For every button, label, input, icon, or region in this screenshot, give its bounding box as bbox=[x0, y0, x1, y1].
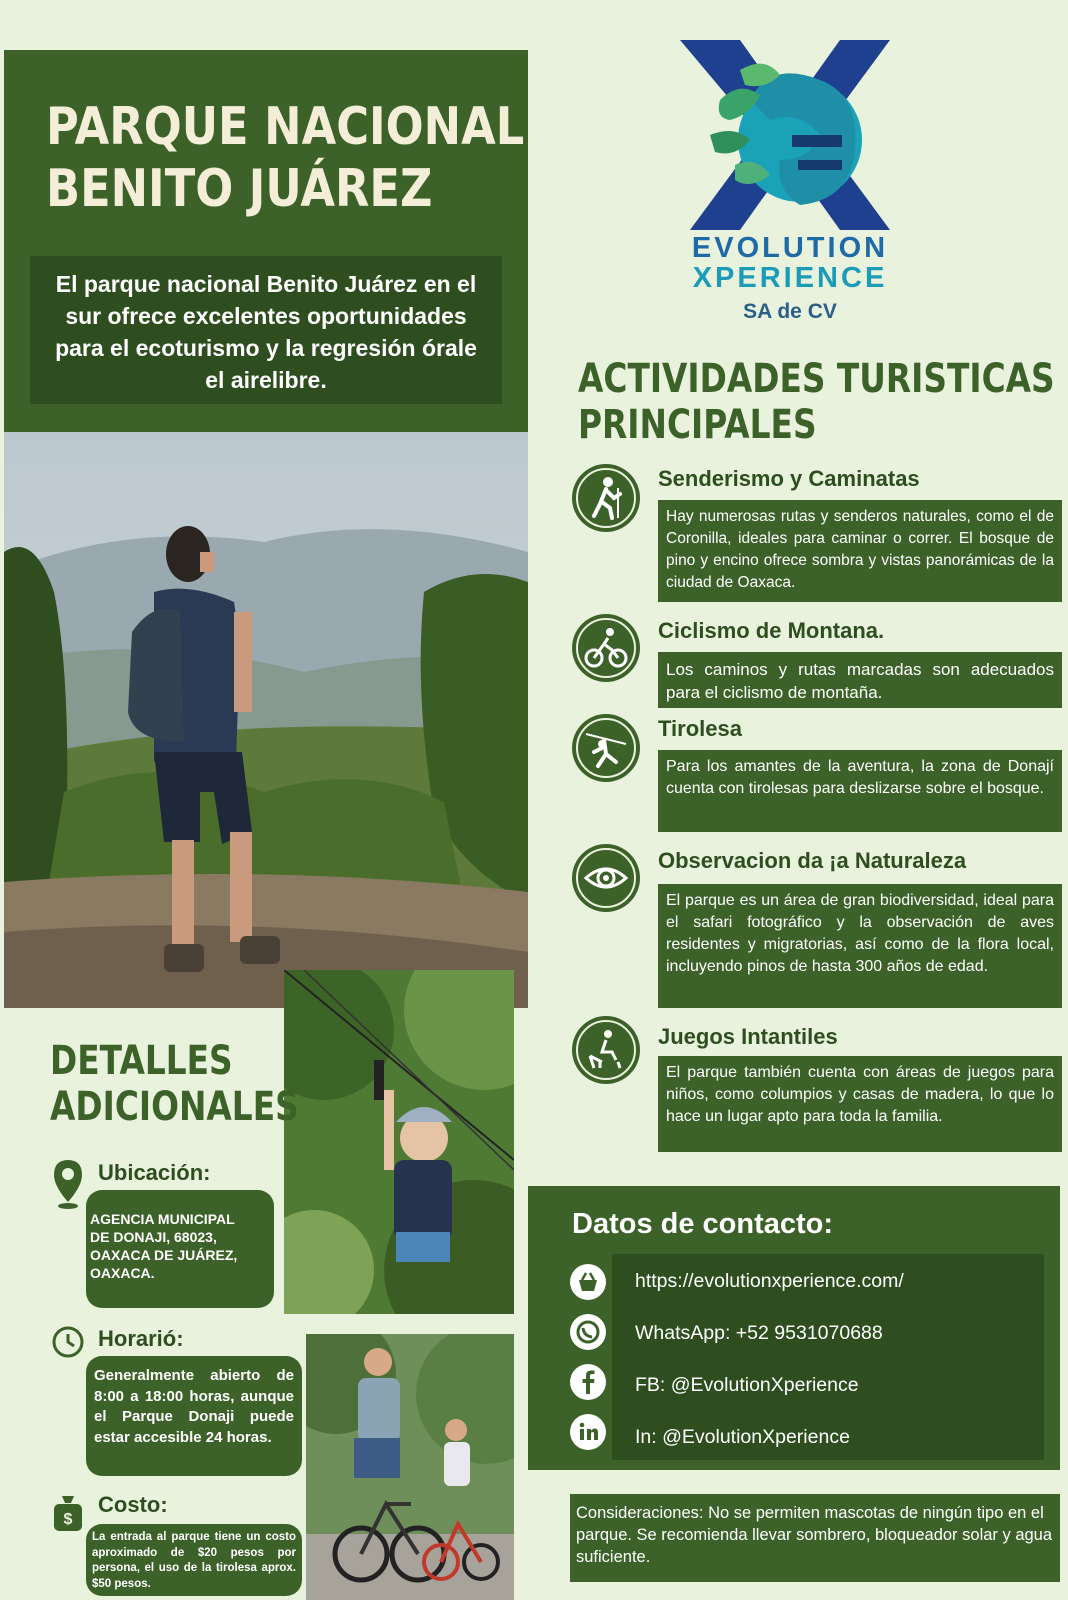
playground-icon bbox=[572, 1016, 640, 1084]
activity-title-zipline: Tirolesa bbox=[658, 716, 742, 741]
logo-line3: SA de CV bbox=[743, 300, 837, 323]
location-line: OAXACA DE JUÁREZ, bbox=[90, 1247, 238, 1263]
intro-text: El parque nacional Benito Juárez en el sur ofrece excelentes oportunidades para el ecoturismo y la regresión órale el airelibre. bbox=[30, 256, 502, 404]
linkedin-icon bbox=[570, 1414, 606, 1450]
page-title-line1: PARQUE NACIONAL bbox=[46, 97, 525, 157]
activities-heading bbox=[578, 356, 1055, 448]
location-line: AGENCIA MUNICIPAL bbox=[90, 1211, 235, 1227]
activities-heading-line1: ACTIVIDADES TURISTICAS bbox=[578, 356, 1055, 402]
hiker-photo bbox=[4, 432, 528, 1008]
eye-icon bbox=[572, 844, 640, 912]
facebook-icon bbox=[570, 1364, 606, 1400]
location-pin-icon bbox=[52, 1158, 84, 1210]
activity-title-nature: Observacion da ¡a Naturaleza bbox=[658, 848, 967, 873]
cost-text: La entrada al parque tiene un costo aproximado de $20 pesos por persona, el uso de la tirolesa aprox. $50 pesos. bbox=[86, 1524, 302, 1596]
activities-heading-line2: PRINCIPALES bbox=[578, 402, 817, 448]
svg-text:$: $ bbox=[63, 1511, 73, 1528]
activity-desc-zipline: Para los amantes de la aventura, la zona de Donají cuenta con tirolesas para deslizarse sobre el bosque. bbox=[658, 750, 1062, 832]
clock-icon bbox=[52, 1326, 84, 1358]
whatsapp-icon bbox=[570, 1314, 606, 1350]
location-box bbox=[86, 1190, 274, 1308]
schedule-text: Generalmente abierto de 8:00 a 18:00 horas, aunque el Parque Donaji puede estar accesible 24 horas. bbox=[86, 1356, 302, 1476]
details-heading bbox=[50, 1038, 299, 1130]
location-line: DE DONAJI, 68023, bbox=[90, 1229, 217, 1245]
activity-desc-playground: El parque también cuenta con áreas de juegos para niños, como columpios y casas de madera, lo que lo hace un lugar apto para toda la familia. bbox=[658, 1056, 1062, 1152]
activity-desc-cycling: Los caminos y rutas marcadas son adecuados para el ciclismo de montaña. bbox=[658, 652, 1062, 708]
hiking-icon bbox=[572, 464, 640, 532]
activity-title-hiking: Senderismo y Caminatas bbox=[658, 466, 920, 491]
cycling-icon bbox=[572, 614, 640, 682]
activity-title-cycling: Ciclismo de Montana. bbox=[658, 618, 885, 643]
zipline-photo bbox=[284, 970, 514, 1314]
activity-title-playground: Juegos Intantiles bbox=[658, 1024, 838, 1049]
zipline-icon bbox=[572, 714, 640, 782]
logo-line1: EVOLUTION bbox=[691, 232, 889, 264]
considerations-note: Consideraciones: No se permiten mascotas de ningún tipo en el parque. Se recomienda llevar sombrero, bloqueador solar y agua suficiente. bbox=[570, 1494, 1060, 1582]
activity-desc-hiking: Hay numerosas rutas y senderos naturales, como el de Coronilla, ideales para caminar o correr. El bosque de pino y encino ofrece sombra y vistas panorámicas de la ciudad de Oaxaca. bbox=[658, 500, 1062, 602]
activity-desc-nature: El parque es un área de gran biodiversidad, ideal para el safari fotográfico y la observación de aves residentes y migratorias, así como de la flora local, incluyendo pinos de hasta 300 años de edad. bbox=[658, 884, 1062, 1008]
schedule-label: Horarió: bbox=[98, 1326, 184, 1351]
contact-website-link[interactable]: https://evolutionxperience.com/ bbox=[635, 1270, 904, 1292]
details-heading-line1: DETALLES bbox=[50, 1038, 233, 1084]
location-line: OAXACA. bbox=[90, 1265, 155, 1281]
contact-whatsapp[interactable]: WhatsApp: +52 9531070688 bbox=[635, 1322, 883, 1344]
family-bike-photo bbox=[306, 1334, 514, 1600]
web-basket-icon bbox=[570, 1264, 606, 1300]
contact-title: Datos de contacto: bbox=[572, 1208, 834, 1240]
details-heading-line2: ADICIONALES bbox=[50, 1084, 299, 1130]
contact-facebook[interactable]: FB: @EvolutionXperience bbox=[635, 1374, 859, 1396]
location-label: Ubicación: bbox=[98, 1160, 211, 1185]
page-title bbox=[46, 96, 525, 220]
logo-line2: XPERIENCE bbox=[692, 262, 888, 294]
cost-label: Costo: bbox=[98, 1492, 168, 1517]
logo bbox=[680, 40, 900, 230]
page-title-line2: BENITO JUÁREZ bbox=[46, 159, 433, 219]
money-bag-icon bbox=[52, 1494, 84, 1532]
contact-linkedin[interactable]: In: @EvolutionXperience bbox=[635, 1426, 850, 1448]
